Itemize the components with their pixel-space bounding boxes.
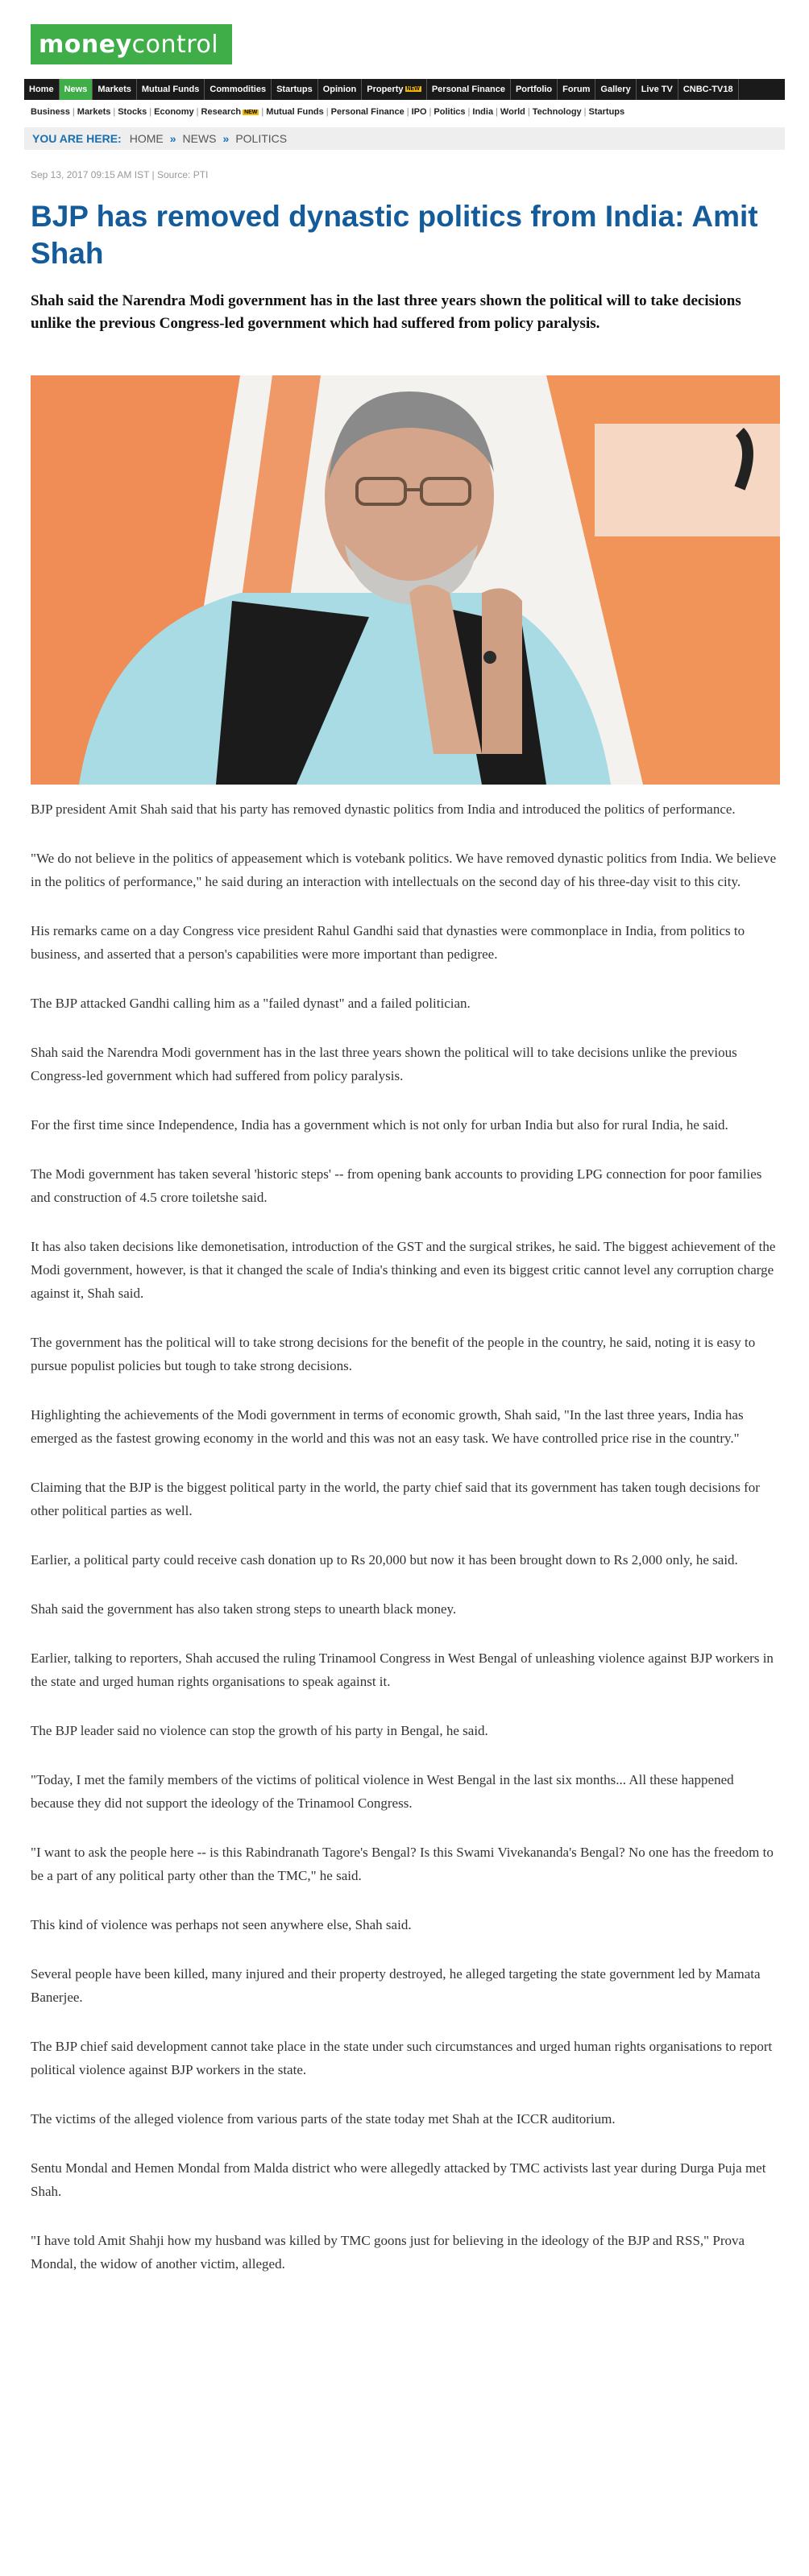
subnav-separator: |	[429, 107, 432, 117]
nav-item-live-tv[interactable]: Live TV	[637, 79, 678, 100]
article-paragraph: For the first time since Independence, India has a government which is not only for urban India but also for rural India, he said.	[31, 1117, 728, 1133]
nav-item-gallery[interactable]: Gallery	[595, 79, 636, 100]
article-paragraph: "Today, I met the family members of the victims of political violence in West Bengal in the last six months... All these happened because they did not support the ideology of the Trinamool Congress.	[31, 1772, 734, 1811]
subnav-item-startups[interactable]: Startups	[588, 107, 625, 117]
new-badge: NEW	[244, 109, 258, 115]
subnav-separator: |	[196, 107, 199, 117]
breadcrumb-politics[interactable]: POLITICS	[235, 132, 288, 145]
subnav-separator: |	[261, 107, 264, 117]
article-paragraph: The BJP leader said no violence can stop the growth of his party in Bengal, he said.	[31, 1723, 488, 1738]
article-paragraph: Highlighting the achievements of the Modi government in terms of economic growth, Shah said, "In the last three years, India has emerged as the fastest growing economy in the world and this was not an easy task. We have controlled price rise in the country."	[31, 1407, 744, 1446]
nav-item-forum[interactable]: Forum	[558, 79, 595, 100]
nav-item-startups[interactable]: Startups	[272, 79, 318, 100]
article-body	[31, 797, 780, 2301]
article-title: BJP has removed dynastic politics from India: Amit Shah	[31, 200, 758, 270]
nav-item-cnbc-tv18[interactable]: CNBC-TV18	[678, 79, 739, 100]
breadcrumb-news[interactable]: NEWS	[182, 132, 217, 145]
subnav-item-personal-finance[interactable]: Personal Finance	[330, 107, 404, 117]
subnav-separator: |	[113, 107, 116, 117]
logo-money: money	[39, 30, 132, 59]
nav-item-commodities[interactable]: Commodities	[205, 79, 272, 100]
subnav-separator: |	[467, 107, 471, 117]
article-summary: Shah said the Narendra Modi government has in the last three years shown the political will to take decisions unlike the previous Congress-led government which had suffered from policy paralysis.	[31, 292, 741, 332]
article-meta: Sep 13, 2017 09:15 AM IST | Source: PTI	[31, 169, 209, 180]
subnav-separator: |	[527, 107, 530, 117]
article-paragraph: The victims of the alleged violence from various parts of the state today met Shah at the ICCR auditorium.	[31, 2111, 616, 2127]
article-paragraph: "We do not believe in the politics of appeasement which is votebank politics. We have removed dynastic politics from India. We believe in the politics of performance," he said during an interaction with intellectuals on the second day of his three-day visit to this city.	[31, 851, 777, 889]
subnav-separator: |	[406, 107, 409, 117]
subnav-item-markets[interactable]: Markets	[77, 107, 111, 117]
subnav-item-business[interactable]: Business	[31, 107, 70, 117]
article-paragraph: The BJP chief said development cannot take place in the state under such circumstances and urged human rights organisations to report political violence against BJP workers in the state.	[31, 2039, 773, 2077]
main-nav	[24, 79, 785, 100]
nav-item-news[interactable]: News	[60, 79, 93, 100]
sub-nav	[31, 103, 785, 121]
article-paragraph: The Modi government has taken several 'historic steps' -- from opening bank accounts to providing LPG connection for poor families and construction of 4.5 crore toiletshe said.	[31, 1166, 762, 1205]
subnav-item-stocks[interactable]: Stocks	[118, 107, 147, 117]
subnav-item-economy[interactable]: Economy	[154, 107, 194, 117]
article-paragraph: "I want to ask the people here -- is this Rabindranath Tagore's Bengal? Is this Swami Vivekananda's Bengal? No one has the freedom to be a part of any political party other than the TMC," he said.	[31, 1845, 774, 1883]
subnav-item-india[interactable]: India	[472, 107, 494, 117]
amit-shah-photo	[31, 375, 780, 785]
subnav-separator: |	[149, 107, 152, 117]
article-paragraph: Sentu Mondal and Hemen Mondal from Malda district who were allegedly attacked by TMC activists last year during Durga Puja met Shah.	[31, 2160, 766, 2199]
subnav-separator: |	[583, 107, 587, 117]
article-paragraph: BJP president Amit Shah said that his party has removed dynastic politics from India and introduced the politics of performance.	[31, 801, 736, 817]
nav-item-opinion[interactable]: Opinion	[318, 79, 363, 100]
article-paragraph: His remarks came on a day Congress vice president Rahul Gandhi said that dynasties were commonplace in India, from politics to business, and asserted that a person's capabilities were more important than pedigree.	[31, 923, 745, 962]
subnav-item-technology[interactable]: Technology	[532, 107, 582, 117]
nav-item-portfolio[interactable]: Portfolio	[511, 79, 558, 100]
nav-item-personal-finance[interactable]: Personal Finance	[427, 79, 511, 100]
subnav-item-ipo[interactable]: IPO	[411, 107, 427, 117]
nav-item-property-label: Property	[367, 85, 404, 94]
article-paragraph: It has also taken decisions like demonetisation, introduction of the GST and the surgical strikes, he said. The biggest achievement of the Modi government, however, is that it changed the scale of India's thinking and even its biggest critic cannot level any corruption charge against it, Shah said.	[31, 1239, 776, 1301]
article-hero-image	[31, 375, 780, 785]
article-paragraph: The government has the political will to take strong decisions for the benefit of the people in the country, he said, noting it is easy to pursue populist policies but tough to take strong decisions.	[31, 1335, 756, 1373]
breadcrumb	[24, 127, 785, 150]
subnav-separator: |	[496, 107, 498, 117]
article-paragraph: Several people have been killed, many injured and their property destroyed, he alleged targeting the state government led by Mamata Banerjee.	[31, 1966, 761, 2005]
article-paragraph: Earlier, a political party could receive cash donation up to Rs 20,000 but now it has been brought down to Rs 2,000 only, he said.	[31, 1552, 738, 1568]
nav-item-home[interactable]: Home	[24, 79, 60, 100]
subnav-separator: |	[72, 107, 75, 117]
breadcrumb-home[interactable]: HOME	[129, 132, 164, 145]
new-badge: NEW	[406, 86, 420, 92]
nav-item-markets[interactable]: Markets	[93, 79, 137, 100]
article-paragraph: This kind of violence was perhaps not seen anywhere else, Shah said.	[31, 1917, 412, 1932]
article-paragraph: Claiming that the BJP is the biggest political party in the world, the party chief said that its government has taken tough decisions for other political parties as well.	[31, 1480, 760, 1518]
subnav-item-mutual-funds[interactable]: Mutual Funds	[266, 107, 324, 117]
article-paragraph: Earlier, talking to reporters, Shah accused the ruling Trinamool Congress in West Bengal of unleashing violence against BJP workers in the state and urged human rights organisations to speak against it.	[31, 1650, 774, 1689]
article-paragraph: Shah said the government has also taken strong steps to unearth black money.	[31, 1601, 457, 1617]
subnav-item-politics[interactable]: Politics	[434, 107, 466, 117]
subnav-item-research[interactable]: Research	[201, 107, 242, 117]
breadcrumb-label: YOU ARE HERE:	[32, 132, 122, 145]
article-paragraph: The BJP attacked Gandhi calling him as a "failed dynast" and a failed politician.	[31, 996, 471, 1011]
chevron-right-icon: »	[222, 132, 230, 145]
article-paragraph: "I have told Amit Shahji how my husband was killed by TMC goons just for believing in the ideology of the BJP and RSS," Prova Mondal, the widow of another victim, alleged.	[31, 2233, 745, 2272]
article-paragraph: Shah said the Narendra Modi government has in the last three years shown the political will to take decisions unlike the previous Congress-led government which had suffered from policy paralysis.	[31, 1045, 737, 1083]
nav-item-mutual-funds[interactable]: Mutual Funds	[137, 79, 205, 100]
moneycontrol-logo[interactable]	[31, 24, 232, 64]
subnav-separator: |	[326, 107, 329, 117]
logo-control: control	[131, 30, 219, 59]
chevron-right-icon: »	[169, 132, 176, 145]
subnav-item-world[interactable]: World	[500, 107, 525, 117]
nav-item-property[interactable]	[362, 79, 427, 100]
